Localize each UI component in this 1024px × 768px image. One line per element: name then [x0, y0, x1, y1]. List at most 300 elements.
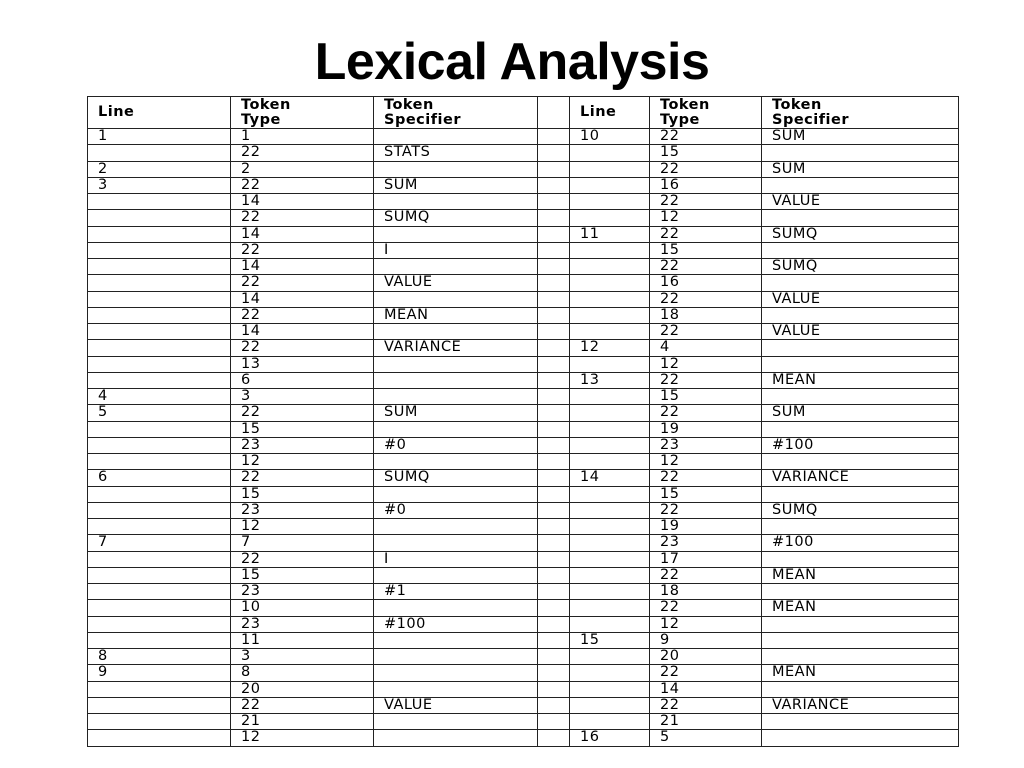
token-type-cell-right: 5	[650, 730, 762, 746]
table-row	[88, 437, 959, 453]
token-type-cell-right: 23	[650, 437, 762, 453]
header-token-specifier-left-line2: Specifier	[384, 111, 461, 128]
gap-cell	[538, 145, 570, 161]
line-cell-left	[88, 145, 231, 161]
token-specifier-cell-left: #0	[374, 437, 538, 453]
header-token-specifier-left	[374, 97, 538, 129]
gap-cell	[538, 697, 570, 713]
line-cell-right	[570, 535, 650, 551]
header-gap	[538, 97, 570, 129]
table-row	[88, 421, 959, 437]
token-type-cell-left: 23	[231, 502, 374, 518]
token-type-cell-left: 22	[231, 177, 374, 193]
line-cell-left: 7	[88, 535, 231, 551]
token-type-cell-left: 8	[231, 665, 374, 681]
token-type-cell-left: 14	[231, 259, 374, 275]
header-token-specifier-left-line1: Token	[384, 96, 434, 113]
token-specifier-cell-left: SUMQ	[374, 470, 538, 486]
table-row	[88, 242, 959, 258]
table-row	[88, 551, 959, 567]
token-specifier-cell-right	[762, 649, 959, 665]
line-cell-left	[88, 697, 231, 713]
token-specifier-cell-left	[374, 535, 538, 551]
token-type-cell-left: 12	[231, 730, 374, 746]
token-specifier-cell-right	[762, 730, 959, 746]
line-cell-left	[88, 714, 231, 730]
token-specifier-cell-left	[374, 421, 538, 437]
token-type-cell-left: 22	[231, 307, 374, 323]
line-cell-right	[570, 307, 650, 323]
gap-cell	[538, 502, 570, 518]
token-specifier-cell-right	[762, 551, 959, 567]
gap-cell	[538, 584, 570, 600]
token-specifier-cell-left	[374, 129, 538, 145]
gap-cell	[538, 275, 570, 291]
token-type-cell-left: 1	[231, 129, 374, 145]
token-type-cell-left: 22	[231, 145, 374, 161]
token-type-cell-right: 18	[650, 584, 762, 600]
table-row	[88, 665, 959, 681]
token-type-cell-right: 12	[650, 454, 762, 470]
line-cell-right	[570, 275, 650, 291]
token-type-cell-left: 2	[231, 161, 374, 177]
line-cell-right	[570, 600, 650, 616]
line-cell-left	[88, 584, 231, 600]
table-row	[88, 145, 959, 161]
line-cell-right	[570, 584, 650, 600]
token-specifier-cell-right	[762, 486, 959, 502]
token-type-cell-right: 22	[650, 405, 762, 421]
token-type-cell-right: 15	[650, 145, 762, 161]
token-type-cell-right: 14	[650, 681, 762, 697]
token-specifier-cell-right: SUM	[762, 129, 959, 145]
line-cell-right	[570, 177, 650, 193]
table-row	[88, 259, 959, 275]
token-specifier-cell-left	[374, 600, 538, 616]
line-cell-right	[570, 551, 650, 567]
table-row	[88, 129, 959, 145]
table-row	[88, 161, 959, 177]
gap-cell	[538, 242, 570, 258]
gap-cell	[538, 340, 570, 356]
line-cell-right: 15	[570, 632, 650, 648]
gap-cell	[538, 259, 570, 275]
token-type-cell-left: 21	[231, 714, 374, 730]
line-cell-left	[88, 730, 231, 746]
table-row	[88, 210, 959, 226]
gap-cell	[538, 632, 570, 648]
line-cell-left: 5	[88, 405, 231, 421]
line-cell-right: 12	[570, 340, 650, 356]
token-specifier-cell-right: #100	[762, 437, 959, 453]
token-table	[87, 96, 959, 747]
table-row	[88, 519, 959, 535]
token-type-cell-right: 22	[650, 600, 762, 616]
token-specifier-cell-right: SUM	[762, 161, 959, 177]
table-row	[88, 226, 959, 242]
token-type-cell-right: 19	[650, 519, 762, 535]
token-specifier-cell-right	[762, 714, 959, 730]
line-cell-right	[570, 324, 650, 340]
token-specifier-cell-left: VALUE	[374, 697, 538, 713]
token-specifier-cell-left	[374, 714, 538, 730]
gap-cell	[538, 649, 570, 665]
token-specifier-cell-right: SUM	[762, 405, 959, 421]
table-header-row	[88, 97, 959, 129]
token-specifier-cell-right	[762, 210, 959, 226]
token-type-cell-left: 6	[231, 372, 374, 388]
line-cell-right: 11	[570, 226, 650, 242]
token-type-cell-left: 22	[231, 470, 374, 486]
line-cell-left	[88, 242, 231, 258]
line-cell-left: 3	[88, 177, 231, 193]
gap-cell	[538, 291, 570, 307]
table-row	[88, 372, 959, 388]
table-row	[88, 470, 959, 486]
token-type-cell-left: 22	[231, 275, 374, 291]
line-cell-right	[570, 242, 650, 258]
page-title: Lexical Analysis	[314, 33, 710, 91]
token-type-cell-left: 3	[231, 389, 374, 405]
token-type-cell-left: 22	[231, 210, 374, 226]
token-specifier-cell-right: #100	[762, 535, 959, 551]
header-token-type-left-line2: Type	[241, 111, 281, 128]
line-cell-left	[88, 210, 231, 226]
token-type-cell-left: 11	[231, 632, 374, 648]
token-specifier-cell-left	[374, 649, 538, 665]
line-cell-right	[570, 714, 650, 730]
gap-cell	[538, 210, 570, 226]
token-type-cell-right: 16	[650, 275, 762, 291]
token-type-cell-left: 15	[231, 421, 374, 437]
line-cell-left	[88, 372, 231, 388]
token-type-cell-left: 23	[231, 584, 374, 600]
gap-cell	[538, 730, 570, 746]
token-specifier-cell-right: MEAN	[762, 567, 959, 583]
table-row	[88, 486, 959, 502]
table-row	[88, 632, 959, 648]
token-type-cell-right: 20	[650, 649, 762, 665]
token-type-cell-left: 22	[231, 340, 374, 356]
token-specifier-cell-right	[762, 454, 959, 470]
token-specifier-cell-right: SUMQ	[762, 226, 959, 242]
token-type-cell-left: 22	[231, 551, 374, 567]
gap-cell	[538, 600, 570, 616]
line-cell-left	[88, 226, 231, 242]
line-cell-left	[88, 616, 231, 632]
line-cell-right: 13	[570, 372, 650, 388]
gap-cell	[538, 421, 570, 437]
line-cell-right: 16	[570, 730, 650, 746]
table-row	[88, 649, 959, 665]
token-type-cell-left: 23	[231, 437, 374, 453]
table-row	[88, 681, 959, 697]
table-row	[88, 600, 959, 616]
token-specifier-cell-left	[374, 519, 538, 535]
token-specifier-cell-right	[762, 242, 959, 258]
gap-cell	[538, 535, 570, 551]
token-specifier-cell-left	[374, 454, 538, 470]
line-cell-left: 2	[88, 161, 231, 177]
line-cell-left: 4	[88, 389, 231, 405]
token-type-cell-left: 3	[231, 649, 374, 665]
line-cell-right	[570, 194, 650, 210]
token-specifier-cell-right: MEAN	[762, 600, 959, 616]
token-type-cell-left: 22	[231, 405, 374, 421]
token-type-cell-right: 22	[650, 161, 762, 177]
line-cell-right	[570, 567, 650, 583]
gap-cell	[538, 356, 570, 372]
table-row	[88, 291, 959, 307]
header-line-left: Line	[88, 97, 231, 129]
token-specifier-cell-right	[762, 389, 959, 405]
token-type-cell-right: 4	[650, 340, 762, 356]
token-type-cell-left: 15	[231, 567, 374, 583]
token-specifier-cell-left	[374, 486, 538, 502]
line-cell-right	[570, 405, 650, 421]
token-specifier-cell-right	[762, 632, 959, 648]
token-specifier-cell-right: VARIANCE	[762, 470, 959, 486]
token-type-cell-right: 12	[650, 356, 762, 372]
table-row	[88, 567, 959, 583]
token-specifier-cell-right	[762, 681, 959, 697]
line-cell-right	[570, 681, 650, 697]
token-type-cell-right: 22	[650, 324, 762, 340]
line-cell-left: 6	[88, 470, 231, 486]
token-type-cell-right: 15	[650, 242, 762, 258]
table-row	[88, 340, 959, 356]
token-type-cell-right: 22	[650, 567, 762, 583]
table-row	[88, 697, 959, 713]
gap-cell	[538, 616, 570, 632]
token-specifier-cell-right: VARIANCE	[762, 697, 959, 713]
token-table-body	[88, 129, 959, 747]
line-cell-left	[88, 340, 231, 356]
line-cell-right	[570, 454, 650, 470]
token-type-cell-left: 20	[231, 681, 374, 697]
token-specifier-cell-left: SUM	[374, 405, 538, 421]
token-specifier-cell-right: SUMQ	[762, 502, 959, 518]
line-cell-right	[570, 649, 650, 665]
line-cell-left	[88, 681, 231, 697]
token-specifier-cell-left: SUM	[374, 177, 538, 193]
token-type-cell-right: 22	[650, 129, 762, 145]
gap-cell	[538, 486, 570, 502]
token-type-cell-left: 23	[231, 616, 374, 632]
line-cell-left	[88, 194, 231, 210]
token-specifier-cell-left	[374, 389, 538, 405]
line-cell-left	[88, 567, 231, 583]
token-specifier-cell-left	[374, 161, 538, 177]
line-cell-left	[88, 551, 231, 567]
table-row	[88, 307, 959, 323]
token-type-cell-left: 12	[231, 519, 374, 535]
token-type-cell-right: 23	[650, 535, 762, 551]
line-cell-right	[570, 210, 650, 226]
token-type-cell-right: 22	[650, 502, 762, 518]
header-token-type-right-line2: Type	[660, 111, 700, 128]
table-row	[88, 389, 959, 405]
token-specifier-cell-left: SUMQ	[374, 210, 538, 226]
gap-cell	[538, 307, 570, 323]
gap-cell	[538, 161, 570, 177]
line-cell-right	[570, 421, 650, 437]
line-cell-left	[88, 502, 231, 518]
token-specifier-cell-right: VALUE	[762, 324, 959, 340]
gap-cell	[538, 551, 570, 567]
token-specifier-cell-right: VALUE	[762, 291, 959, 307]
token-specifier-cell-right	[762, 145, 959, 161]
line-cell-right	[570, 389, 650, 405]
line-cell-left	[88, 324, 231, 340]
token-specifier-cell-left	[374, 194, 538, 210]
gap-cell	[538, 470, 570, 486]
gap-cell	[538, 681, 570, 697]
table-row	[88, 714, 959, 730]
token-specifier-cell-right	[762, 340, 959, 356]
token-specifier-cell-left: I	[374, 242, 538, 258]
token-type-cell-left: 14	[231, 194, 374, 210]
token-type-cell-left: 22	[231, 697, 374, 713]
token-specifier-cell-left: STATS	[374, 145, 538, 161]
header-token-type-left	[231, 97, 374, 129]
line-cell-right	[570, 519, 650, 535]
gap-cell	[538, 519, 570, 535]
token-type-cell-right: 12	[650, 210, 762, 226]
gap-cell	[538, 129, 570, 145]
token-type-cell-right: 22	[650, 372, 762, 388]
token-type-cell-right: 12	[650, 616, 762, 632]
token-specifier-cell-left: VALUE	[374, 275, 538, 291]
line-cell-left: 9	[88, 665, 231, 681]
table-row	[88, 356, 959, 372]
table-row	[88, 730, 959, 746]
line-cell-left	[88, 307, 231, 323]
token-specifier-cell-left	[374, 324, 538, 340]
token-type-cell-right: 19	[650, 421, 762, 437]
gap-cell	[538, 194, 570, 210]
token-specifier-cell-left	[374, 730, 538, 746]
gap-cell	[538, 324, 570, 340]
line-cell-left	[88, 275, 231, 291]
table-row	[88, 177, 959, 193]
token-type-cell-right: 22	[650, 697, 762, 713]
token-specifier-cell-right	[762, 177, 959, 193]
token-type-cell-right: 22	[650, 194, 762, 210]
line-cell-right	[570, 291, 650, 307]
token-type-cell-left: 12	[231, 454, 374, 470]
token-type-cell-right: 22	[650, 259, 762, 275]
gap-cell	[538, 226, 570, 242]
gap-cell	[538, 405, 570, 421]
table-row	[88, 584, 959, 600]
token-type-cell-right: 9	[650, 632, 762, 648]
table-row	[88, 275, 959, 291]
table-row	[88, 616, 959, 632]
token-type-cell-right: 22	[650, 226, 762, 242]
header-token-specifier-right	[762, 97, 959, 129]
header-token-type-right-line1: Token	[660, 96, 710, 113]
token-type-cell-right: 22	[650, 470, 762, 486]
token-type-cell-left: 22	[231, 242, 374, 258]
token-specifier-cell-left	[374, 356, 538, 372]
token-type-cell-right: 22	[650, 665, 762, 681]
token-specifier-cell-left: I	[374, 551, 538, 567]
token-type-cell-right: 18	[650, 307, 762, 323]
token-type-cell-left: 15	[231, 486, 374, 502]
header-token-type-left-line1: Token	[241, 96, 291, 113]
token-specifier-cell-left	[374, 632, 538, 648]
token-specifier-cell-right: VALUE	[762, 194, 959, 210]
line-cell-left	[88, 421, 231, 437]
token-type-cell-left: 7	[231, 535, 374, 551]
line-cell-right	[570, 486, 650, 502]
header-token-specifier-right-line2: Specifier	[772, 111, 849, 128]
token-specifier-cell-left: VARIANCE	[374, 340, 538, 356]
token-specifier-cell-right	[762, 275, 959, 291]
gap-cell	[538, 437, 570, 453]
table-row	[88, 324, 959, 340]
gap-cell	[538, 454, 570, 470]
token-specifier-cell-right	[762, 616, 959, 632]
line-cell-right: 14	[570, 470, 650, 486]
token-type-cell-left: 10	[231, 600, 374, 616]
token-specifier-cell-left	[374, 372, 538, 388]
token-type-cell-right: 21	[650, 714, 762, 730]
line-cell-right	[570, 161, 650, 177]
table-row	[88, 502, 959, 518]
line-cell-right	[570, 616, 650, 632]
token-specifier-cell-left	[374, 291, 538, 307]
token-specifier-cell-left	[374, 567, 538, 583]
line-cell-left	[88, 519, 231, 535]
token-specifier-cell-left	[374, 259, 538, 275]
header-token-specifier-right-line1: Token	[772, 96, 822, 113]
token-specifier-cell-right: MEAN	[762, 665, 959, 681]
line-cell-right	[570, 502, 650, 518]
line-cell-left	[88, 600, 231, 616]
token-specifier-cell-right	[762, 584, 959, 600]
token-specifier-cell-left	[374, 226, 538, 242]
token-specifier-cell-left: #0	[374, 502, 538, 518]
line-cell-left	[88, 437, 231, 453]
line-cell-right	[570, 697, 650, 713]
token-specifier-cell-right: SUMQ	[762, 259, 959, 275]
token-specifier-cell-left: MEAN	[374, 307, 538, 323]
token-type-cell-right: 15	[650, 389, 762, 405]
token-specifier-cell-right	[762, 307, 959, 323]
gap-cell	[538, 389, 570, 405]
line-cell-right	[570, 437, 650, 453]
token-specifier-cell-left: #1	[374, 584, 538, 600]
token-type-cell-left: 14	[231, 226, 374, 242]
header-line-right: Line	[570, 97, 650, 129]
token-specifier-cell-right: MEAN	[762, 372, 959, 388]
line-cell-right	[570, 259, 650, 275]
line-cell-left	[88, 291, 231, 307]
token-specifier-cell-left	[374, 681, 538, 697]
table-row	[88, 454, 959, 470]
header-token-type-right	[650, 97, 762, 129]
gap-cell	[538, 567, 570, 583]
line-cell-left	[88, 486, 231, 502]
line-cell-left: 1	[88, 129, 231, 145]
gap-cell	[538, 714, 570, 730]
line-cell-right: 10	[570, 129, 650, 145]
line-cell-left	[88, 259, 231, 275]
line-cell-right	[570, 145, 650, 161]
line-cell-left	[88, 454, 231, 470]
